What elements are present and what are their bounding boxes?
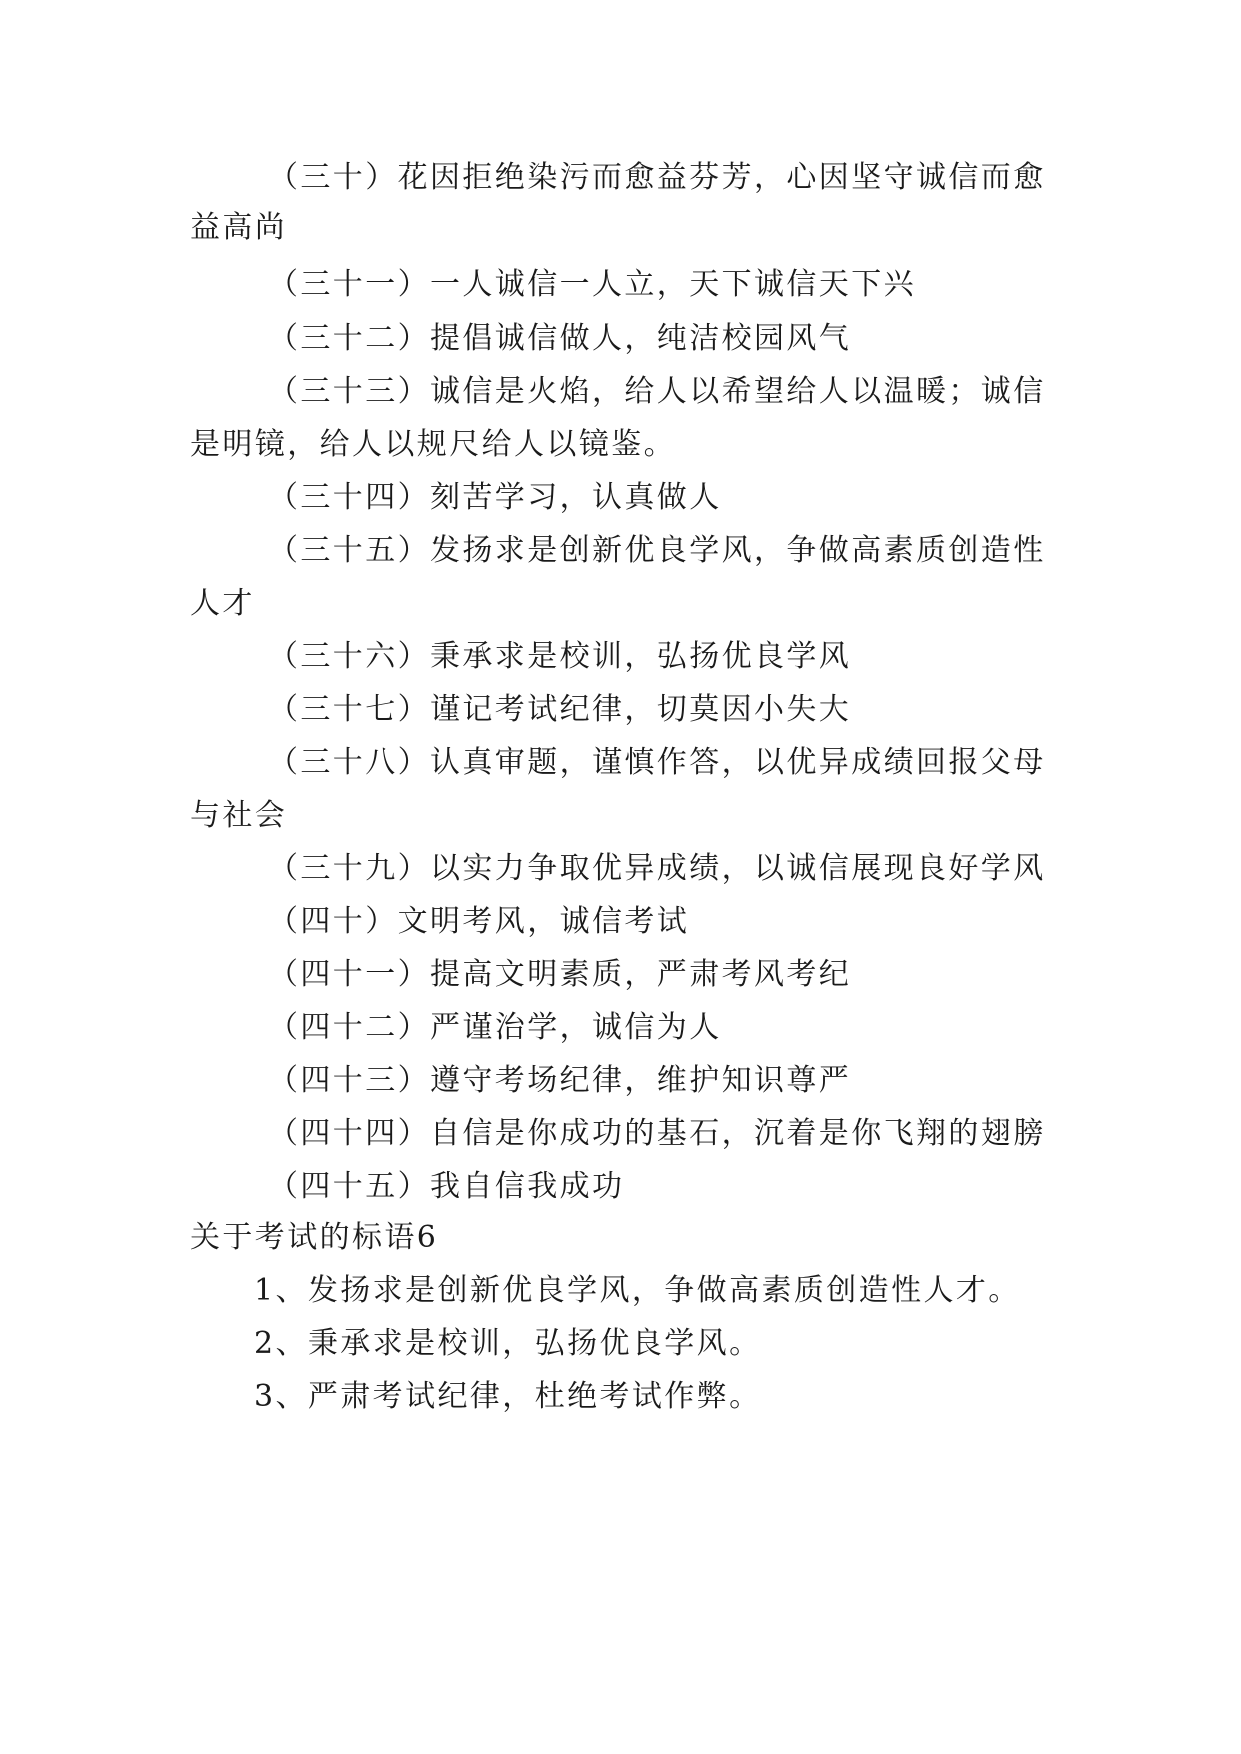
section-heading: 关于考试的标语6 [190, 1220, 439, 1255]
paragraph-line: （三十七）谨记考试纪律，切莫因小失大 [268, 692, 852, 727]
paragraph-line: （三十九）以实力争取优异成绩，以诚信展现良好学风 [268, 851, 1046, 886]
paragraph-line: （四十二）严谨治学，诚信为人 [268, 1010, 722, 1045]
list-item: 1、发扬求是创新优良学风，争做高素质创造性人才。 [254, 1273, 1021, 1308]
paragraph-line: （三十二）提倡诚信做人，纯洁校园风气 [268, 321, 852, 356]
paragraph-line: 人才 [190, 586, 255, 621]
paragraph-line: （四十三）遵守考场纪律，维护知识尊严 [268, 1063, 852, 1098]
paragraph-line: （三十三）诚信是火焰，给人以希望给人以温暖；诚信 [268, 374, 1046, 409]
paragraph-line: （三十五）发扬求是创新优良学风，争做高素质创造性 [268, 533, 1046, 568]
paragraph-line: （三十六）秉承求是校训，弘扬优良学风 [268, 639, 852, 674]
list-item: 2、秉承求是校训，弘扬优良学风。 [254, 1326, 762, 1361]
paragraph-line: 与社会 [190, 798, 288, 833]
paragraph-line: 是明镜，给人以规尺给人以镜鉴。 [190, 427, 676, 462]
paragraph-line: （四十一）提高文明素质，严肃考风考纪 [268, 957, 852, 992]
paragraph-line: （四十五）我自信我成功 [268, 1169, 625, 1204]
paragraph-line: （三十）花因拒绝染污而愈益芬芳，心因坚守诚信而愈 [268, 160, 1046, 195]
paragraph-line: 益高尚 [190, 210, 288, 245]
paragraph-line: （三十一）一人诚信一人立，天下诚信天下兴 [268, 267, 916, 302]
paragraph-line: （三十四）刻苦学习，认真做人 [268, 480, 722, 515]
paragraph-line: （三十八）认真审题，谨慎作答，以优异成绩回报父母 [268, 745, 1046, 780]
list-item: 3、严肃考试纪律，杜绝考试作弊。 [254, 1379, 762, 1414]
paragraph-line: （四十）文明考风，诚信考试 [268, 904, 690, 939]
paragraph-line: （四十四）自信是你成功的基石，沉着是你飞翔的翅膀 [268, 1116, 1046, 1151]
